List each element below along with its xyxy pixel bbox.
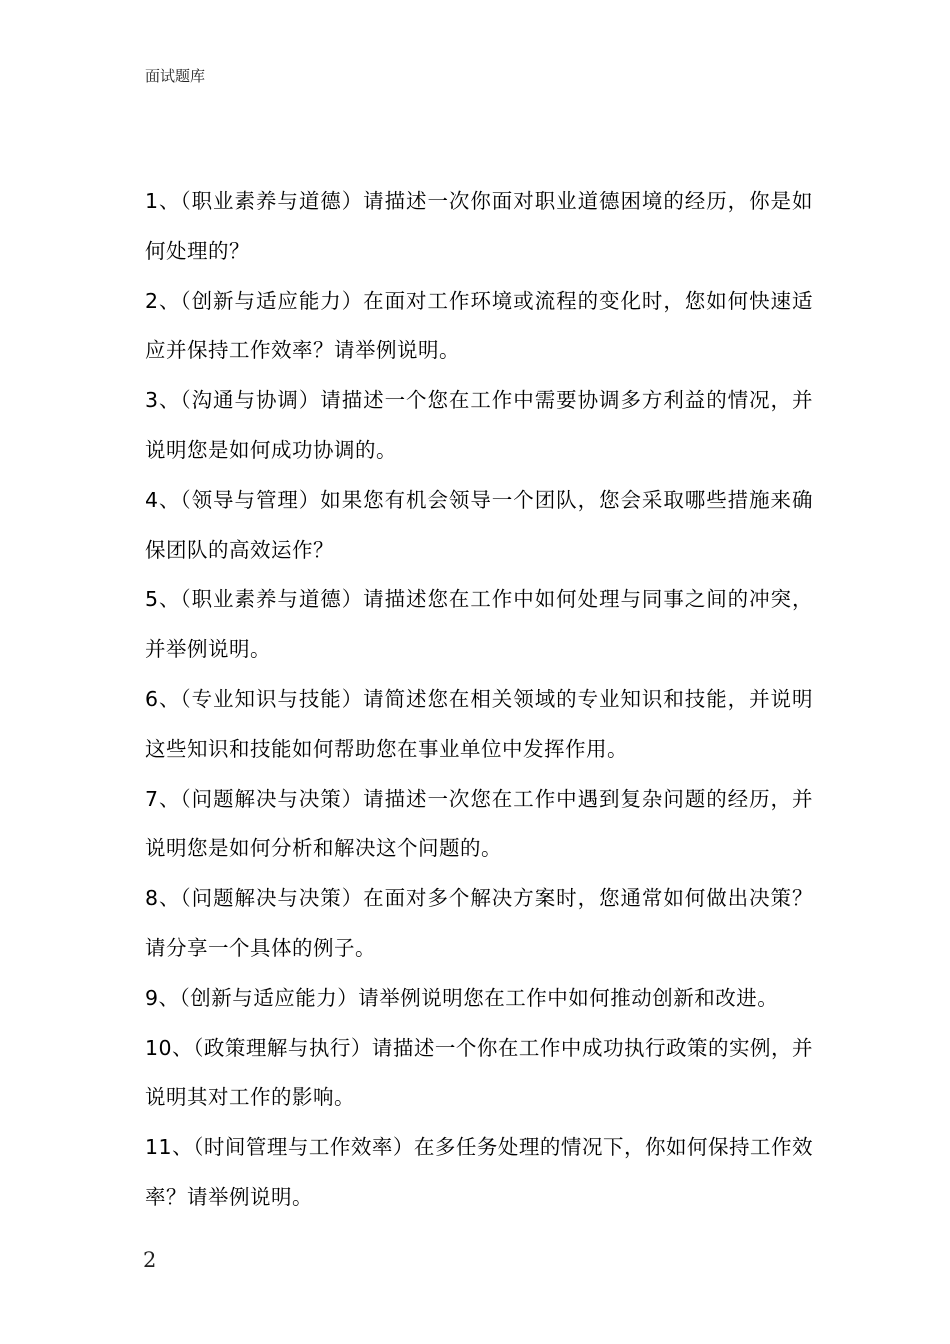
question-3: 3、（沟通与协调）请描述一个您在工作中需要协调多方利益的情况，并说明您是如何成功协调的。 bbox=[145, 388, 813, 462]
question-2: 2、（创新与适应能力）在面对工作环境或流程的变化时，您如何快速适应并保持工作效率？请举例说明。 bbox=[145, 288, 813, 363]
question-7: 7、（问题解决与决策）请描述一次您在工作中遇到复杂问题的经历，并说明您是如何分析和解决这个问题的。 bbox=[145, 786, 813, 861]
question-list bbox=[145, 177, 813, 1223]
question-5: 5、（职业素养与道德）请描述您在工作中如何处理与同事之间的冲突，并举例说明。 bbox=[145, 587, 813, 662]
page-header: 面试题库 bbox=[145, 67, 206, 85]
question-6: 6、（专业知识与技能）请简述您在相关领域的专业知识和技能，并说明这些知识和技能如何帮助您在事业单位中发挥作用。 bbox=[145, 686, 813, 761]
question-9: 9、（创新与适应能力）请举例说明您在工作中如何推动创新和改进。 bbox=[145, 985, 779, 1010]
page-number: 2 bbox=[143, 1248, 157, 1272]
question-4: 4、（领导与管理）如果您有机会领导一个团队，您会采取哪些措施来确保团队的高效运作？ bbox=[145, 487, 813, 562]
question-8: 8、（问题解决与决策）在面对多个解决方案时，您通常如何做出决策？请分享一个具体的例子。 bbox=[145, 886, 813, 960]
question-10: 10、（政策理解与执行）请描述一个你在工作中成功执行政策的实例，并说明其对工作的影响。 bbox=[145, 1035, 813, 1110]
question-11: 11、（时间管理与工作效率）在多任务处理的情况下，你如何保持工作效率？请举例说明。 bbox=[145, 1135, 813, 1209]
question-1: 1、（职业素养与道德）请描述一次你面对职业道德困境的经历，你是如何处理的？ bbox=[145, 189, 813, 263]
